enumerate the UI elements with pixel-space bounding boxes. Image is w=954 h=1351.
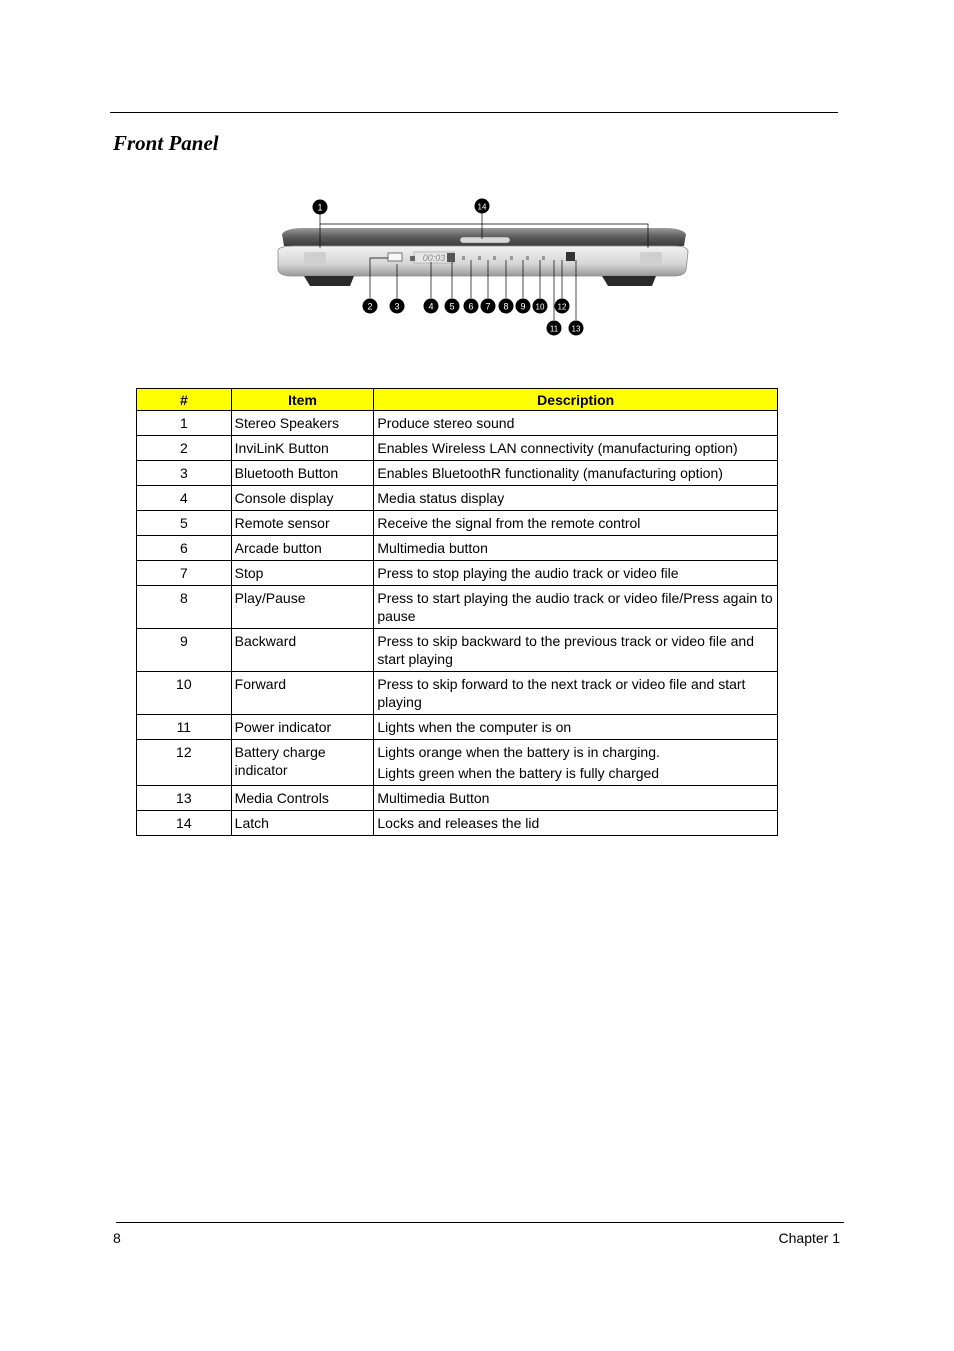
row-number: 10: [137, 672, 232, 715]
callout-13: [569, 321, 584, 336]
row-description: [374, 786, 778, 811]
row-number: 13: [137, 786, 232, 811]
remote-sensor: [447, 253, 455, 262]
media-controls-button: [566, 252, 575, 261]
row-description: [374, 486, 778, 511]
header-item: Item: [231, 389, 374, 411]
row-description: [374, 511, 778, 536]
row-description: [374, 411, 778, 436]
row-item: Backward: [231, 629, 374, 672]
svg-text:3: 3: [394, 301, 400, 312]
row-number: 6: [137, 536, 232, 561]
callout-4: [424, 299, 439, 314]
svg-text:4: 4: [428, 301, 434, 312]
description-line: Lights orange when the battery is in charging.: [377, 744, 660, 760]
svg-text:13: 13: [571, 324, 581, 334]
callout-1: [313, 200, 328, 215]
row-item: Play/Pause: [231, 586, 374, 629]
row-item: Latch: [231, 811, 374, 836]
table-row: [137, 740, 778, 786]
callout-2: [363, 299, 378, 314]
description-line: Multimedia button: [377, 540, 488, 556]
row-number: 8: [137, 586, 232, 629]
row-item: Power indicator: [231, 715, 374, 740]
svg-text:9: 9: [520, 301, 526, 312]
table-row: [137, 561, 778, 586]
description-line: Press to skip forward to the next track or video file and start playing: [377, 676, 746, 710]
description-line: Press to skip backward to the previous track or video file and start playing: [377, 633, 755, 667]
svg-text:1: 1: [317, 202, 323, 213]
row-number: 9: [137, 629, 232, 672]
callout-3: [390, 299, 405, 314]
table-row: [137, 411, 778, 436]
row-description: [374, 436, 778, 461]
row-description: [374, 811, 778, 836]
table-row: [137, 586, 778, 629]
latch: [460, 237, 510, 243]
table-row: [137, 811, 778, 836]
table-row: [137, 486, 778, 511]
left-foot: [304, 276, 354, 286]
svg-text:7: 7: [485, 301, 491, 312]
description-line: Receive the signal from the remote control: [377, 515, 641, 531]
row-number: 3: [137, 461, 232, 486]
row-number: 2: [137, 436, 232, 461]
right-foot: [602, 276, 656, 286]
callout-7: [481, 299, 496, 314]
row-number: 5: [137, 511, 232, 536]
footer-rule: [116, 1222, 844, 1223]
row-number: 12: [137, 740, 232, 786]
section-title: Front Panel: [113, 131, 219, 155]
row-number: 14: [137, 811, 232, 836]
table-row: [137, 436, 778, 461]
row-number: 4: [137, 486, 232, 511]
row-item: Remote sensor: [231, 511, 374, 536]
callout-5: [445, 299, 460, 314]
callout-10: [533, 299, 548, 314]
description-line: Multimedia Button: [377, 790, 490, 806]
front-panel-figure: [264, 190, 694, 340]
row-number: 7: [137, 561, 232, 586]
callout-9: [516, 299, 531, 314]
console-readout: 00:03: [422, 253, 446, 263]
description-line: Press to stop playing the audio track or video file: [377, 565, 679, 581]
chapter-label: Chapter 1: [778, 1230, 840, 1246]
description-line: Press to start playing the audio track or video file/Press again to pause: [377, 590, 773, 624]
row-description: [374, 715, 778, 740]
table-body: [137, 411, 778, 836]
header-rule: [110, 112, 838, 113]
callout-11: [547, 321, 562, 336]
svg-text:5: 5: [449, 301, 455, 312]
row-description: [374, 561, 778, 586]
description-line: Produce stereo sound: [377, 415, 515, 431]
front-panel-table: [136, 388, 778, 836]
row-item: Media Controls: [231, 786, 374, 811]
svg-text:14: 14: [477, 202, 487, 212]
svg-text:6: 6: [468, 301, 474, 312]
table-row: [137, 461, 778, 486]
svg-text:11: 11: [549, 324, 559, 334]
table-row: [137, 672, 778, 715]
row-number: 1: [137, 411, 232, 436]
svg-text:8: 8: [503, 301, 509, 312]
row-item: InviLinK Button: [231, 436, 374, 461]
table-row: [137, 715, 778, 740]
row-description: [374, 536, 778, 561]
svg-text:10: 10: [535, 302, 545, 312]
description-line: Locks and releases the lid: [377, 815, 540, 831]
svg-text:12: 12: [557, 302, 567, 312]
description-line: Lights green when the battery is fully charged: [377, 765, 660, 781]
table-row: [137, 511, 778, 536]
row-description: [374, 672, 778, 715]
row-item: Stereo Speakers: [231, 411, 374, 436]
row-item: Forward: [231, 672, 374, 715]
row-item: Arcade button: [231, 536, 374, 561]
description-line: Lights when the computer is on: [377, 719, 572, 735]
base: [278, 246, 688, 276]
row-item: Stop: [231, 561, 374, 586]
page-number: 8: [113, 1230, 121, 1246]
laptop-front-illustration: [264, 190, 694, 340]
description-line: Enables BluetoothR functionality (manufacturing option): [377, 465, 723, 481]
header-number: #: [137, 389, 232, 411]
callout-8: [499, 299, 514, 314]
description-line: Media status display: [377, 490, 505, 506]
row-description: [374, 629, 778, 672]
row-number: 11: [137, 715, 232, 740]
callout-14: [475, 199, 490, 214]
svg-text:2: 2: [367, 301, 373, 312]
callout-6: [464, 299, 479, 314]
table-row: [137, 536, 778, 561]
header-description: Description: [374, 389, 778, 411]
row-item: Console display: [231, 486, 374, 511]
row-description: [374, 461, 778, 486]
table-row: [137, 629, 778, 672]
row-description: [374, 740, 778, 786]
row-description: [374, 586, 778, 629]
row-item: Battery charge indicator: [231, 740, 374, 786]
table-row: [137, 786, 778, 811]
description-line: Enables Wireless LAN connectivity (manufacturing option): [377, 440, 738, 456]
invilink-button: [388, 253, 402, 261]
bluetooth-button: [410, 256, 415, 261]
table-header-row: [137, 389, 778, 411]
callout-12: [555, 299, 570, 314]
row-item: Bluetooth Button: [231, 461, 374, 486]
